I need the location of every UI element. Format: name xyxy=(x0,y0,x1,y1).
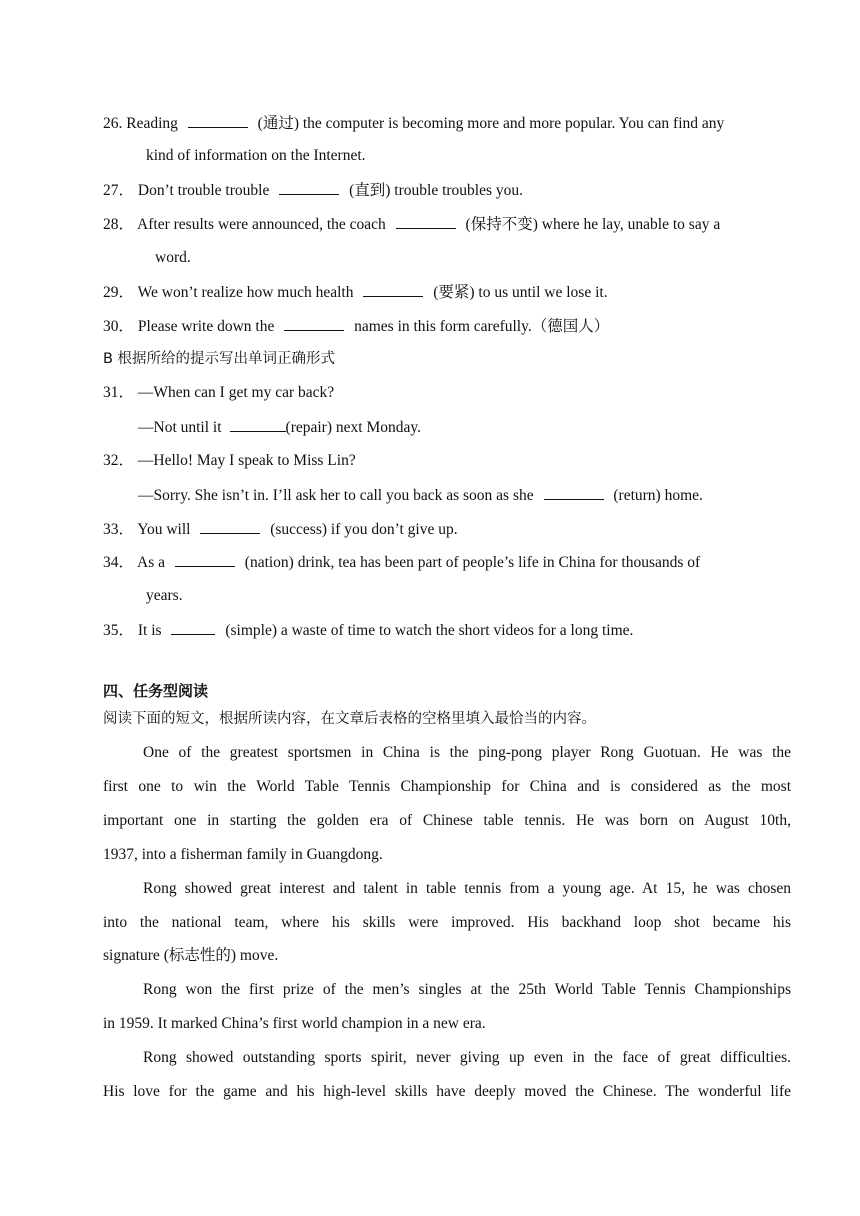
section-b-title: B 根据所给的提示写出单词正确形式 xyxy=(103,351,336,367)
passage-line: One of the greatest sportsmen in China is the ping-pong player Rong Guotuan. He was the xyxy=(143,744,791,761)
section-instruction: 阅读下面的短文，根据所读内容，在文章后表格的空格里填入最恰当的内容。 xyxy=(103,711,596,727)
question-28-continuation: word. xyxy=(155,249,191,266)
question-number: 35． xyxy=(103,622,135,639)
passage-line: Rong won the first prize of the men’s singles at the 25th World Table Tennis Championships xyxy=(143,981,791,998)
passage-line: first one to win the World Table Tennis Championship for China and is considered as the most xyxy=(103,778,791,795)
answer-blank[interactable] xyxy=(544,485,604,500)
question-35 xyxy=(103,620,633,641)
answer-blank[interactable] xyxy=(279,180,339,195)
question-text: (保持不变) where he lay, unable to say a xyxy=(465,216,721,233)
question-text: names in this form carefully.（德国人） xyxy=(354,318,610,335)
question-number: 34． xyxy=(103,554,135,571)
question-26-continuation: kind of information on the Internet. xyxy=(146,147,366,164)
passage-line: Rong showed outstanding sports spirit, never giving up even in the face of great difficulties. xyxy=(143,1049,791,1066)
passage-line: Rong showed great interest and talent in table tennis from a young age. At 15, he was chosen xyxy=(143,880,791,897)
question-26 xyxy=(103,113,724,134)
question-text: —Sorry. She isn’t in. I’ll ask her to call you back as soon as she xyxy=(138,487,534,504)
question-text: We won’t realize how much health xyxy=(137,284,354,301)
question-text: (通过) the computer is becoming more and more popular. You can find any xyxy=(257,115,725,132)
question-number: 28． xyxy=(103,216,135,233)
answer-blank[interactable] xyxy=(200,519,260,534)
question-number: 30． xyxy=(103,318,135,335)
question-number: 31． xyxy=(103,384,135,401)
answer-blank[interactable] xyxy=(188,113,248,128)
passage-line: into the national team, where his skills were improved. His backhand loop shot became his xyxy=(103,914,791,931)
question-28 xyxy=(103,214,720,235)
question-34-continuation: years. xyxy=(146,587,183,604)
passage-line: 1937, into a fisherman family in Guangdong. xyxy=(103,846,383,863)
question-29 xyxy=(103,282,608,303)
question-text: —Hello! May I speak to Miss Lin? xyxy=(137,452,356,469)
question-31 xyxy=(103,383,334,403)
answer-blank[interactable] xyxy=(171,620,215,635)
question-text: As a xyxy=(137,554,166,571)
question-text: It is xyxy=(137,622,162,639)
question-27 xyxy=(103,180,523,201)
answer-blank[interactable] xyxy=(396,214,456,229)
question-text: Please write down the xyxy=(137,318,275,335)
question-text: —Not until it xyxy=(138,419,222,436)
answer-blank[interactable] xyxy=(175,552,235,567)
question-number: 33． xyxy=(103,521,135,538)
question-number: 32． xyxy=(103,452,135,469)
question-text: (success) if you don’t give up. xyxy=(270,521,458,538)
question-text: Don’t trouble trouble xyxy=(137,182,270,199)
answer-blank[interactable] xyxy=(230,417,286,432)
question-30 xyxy=(103,316,609,337)
section-heading: 四、任务型阅读 xyxy=(103,682,209,700)
question-34 xyxy=(103,552,700,573)
question-text: (simple) a waste of time to watch the short videos for a long time. xyxy=(225,622,634,639)
answer-blank[interactable] xyxy=(363,282,423,297)
question-text: Reading xyxy=(126,115,178,132)
question-text: (return) home. xyxy=(613,487,703,504)
question-text: —When can I get my car back? xyxy=(137,384,335,401)
question-text: You will xyxy=(137,521,191,538)
answer-blank[interactable] xyxy=(284,316,344,331)
question-31-reply xyxy=(138,417,421,438)
passage-line: important one in starting the golden era of Chinese table tennis. He was born on August 10th, xyxy=(103,812,791,829)
passage-line: signature (标志性的) move. xyxy=(103,947,279,964)
question-text: (直到) trouble troubles you. xyxy=(349,182,524,199)
question-text: (要紧) to us until we lose it. xyxy=(433,284,608,301)
question-32-reply xyxy=(138,485,703,506)
question-text: (repair) next Monday. xyxy=(285,419,421,436)
question-text: After results were announced, the coach xyxy=(137,216,386,233)
question-33 xyxy=(103,519,458,540)
passage-line: His love for the game and his high-level skills have deeply moved the Chinese. The wonderful life xyxy=(103,1083,791,1100)
question-32 xyxy=(103,451,356,471)
question-number: 29． xyxy=(103,284,135,301)
question-number: 26. xyxy=(103,115,123,132)
passage-line: in 1959. It marked China’s first world champion in a new era. xyxy=(103,1015,486,1032)
question-text: (nation) drink, tea has been part of people’s life in China for thousands of xyxy=(244,554,701,571)
question-number: 27． xyxy=(103,182,135,199)
